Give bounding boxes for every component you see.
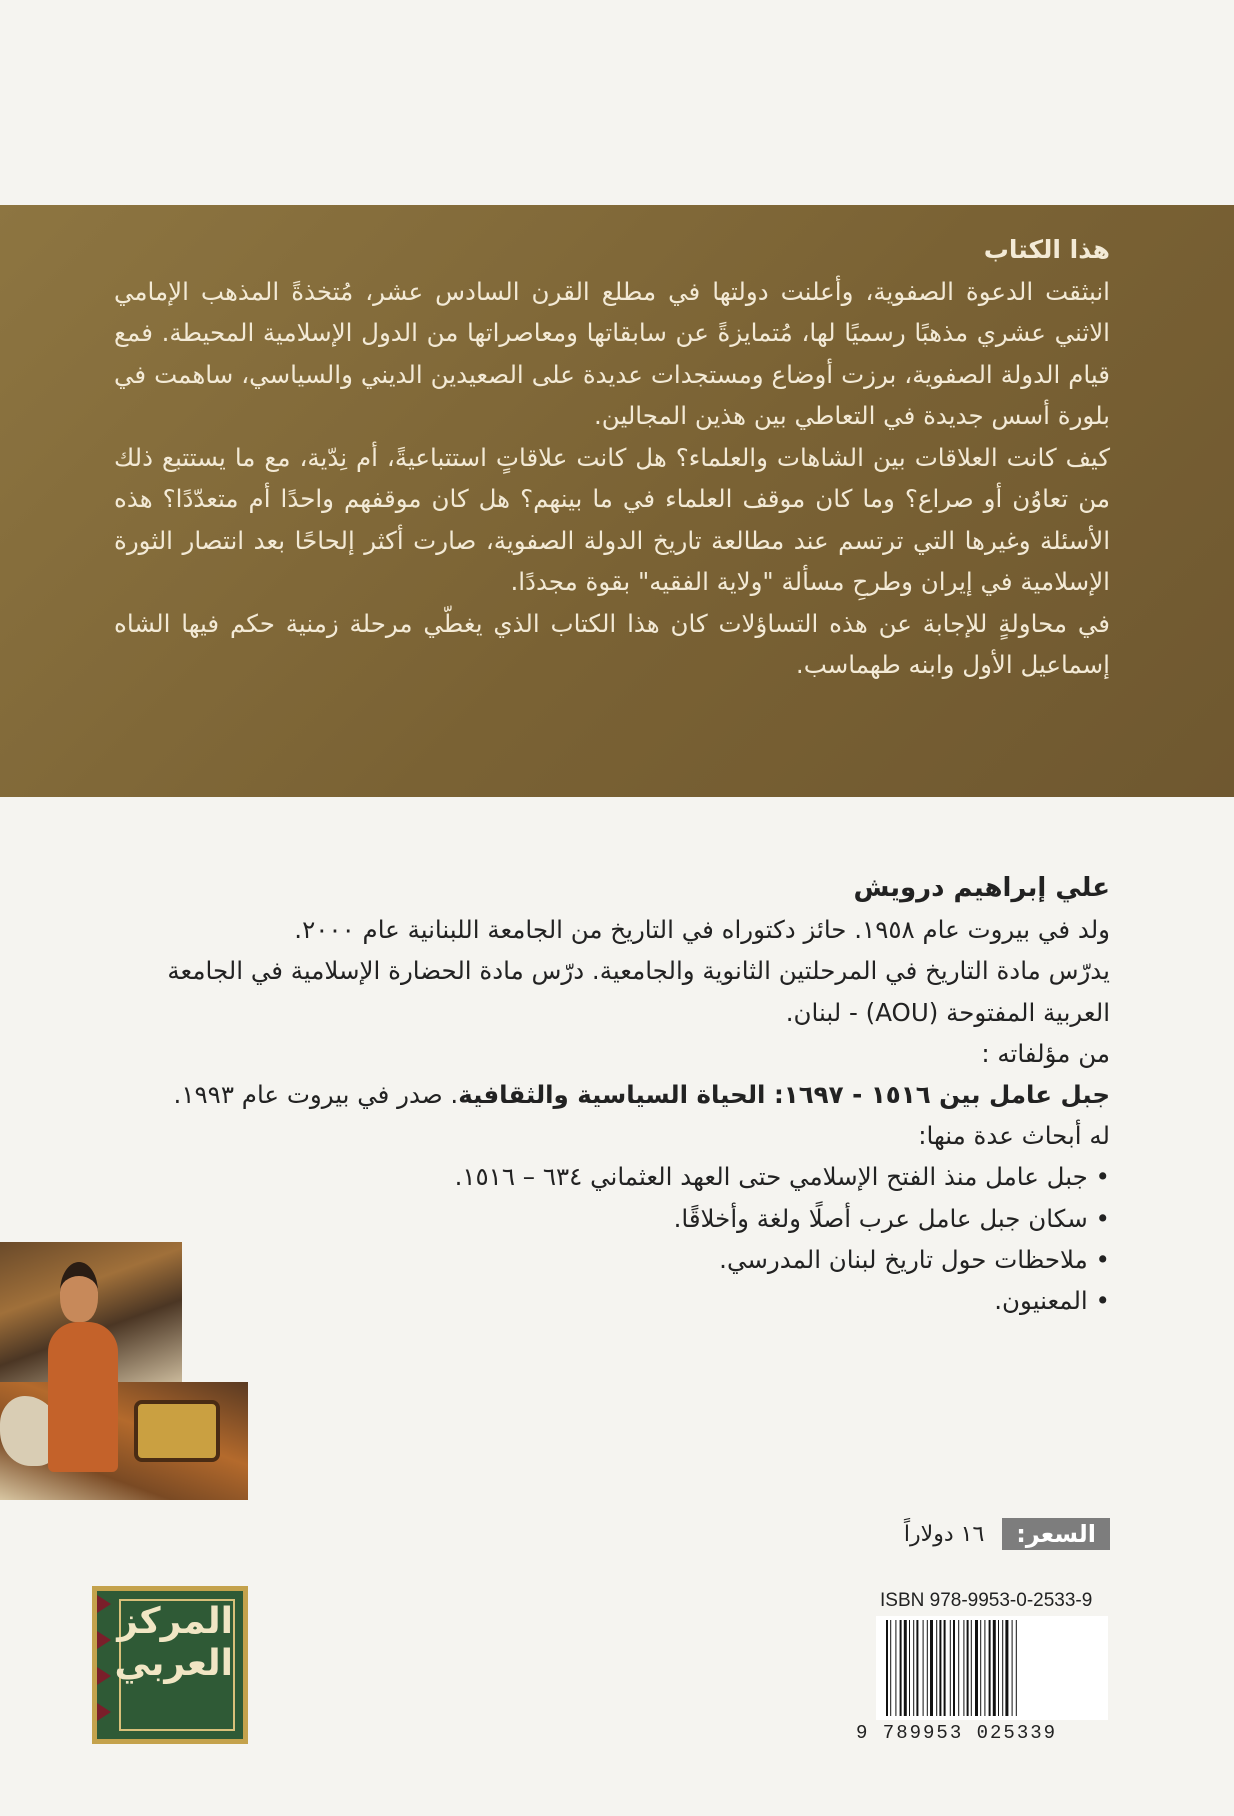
barcode-bar: [927, 1620, 928, 1716]
barcode-bar: [939, 1620, 941, 1716]
barcode-bar: [989, 1620, 991, 1716]
publisher-logo-text: المركز العربي: [119, 1599, 235, 1731]
works-heading: من مؤلفاته :: [981, 1038, 1110, 1068]
author-bio-1: ولد في بيروت عام ١٩٥٨. حائز دكتوراه في التاريخ من الجامعة اللبنانية عام ٢٠٠٠.: [294, 915, 1110, 945]
blurb-paragraph-3: في محاولةٍ للإجابة عن هذه التساؤلات كان هذا الكتاب الذي يغطّي مرحلة زمنية حكم فيها الشاه إسماعيل الأول وابنه طهماسب.: [114, 608, 1110, 679]
research-item: • سكان جبل عامل عرب أصلًا ولغة وأخلاقًا.: [110, 1198, 1110, 1239]
barcode-bar: [975, 1620, 978, 1716]
barcode-bar: [909, 1620, 910, 1716]
barcode-bar: [993, 1620, 996, 1716]
barcode-bar: [890, 1620, 891, 1716]
barcode-bar: [913, 1620, 914, 1716]
painting-figure-body: [48, 1322, 118, 1472]
barcode-bar: [886, 1620, 888, 1716]
barcode-bar: [930, 1620, 933, 1716]
barcode-bar: [1012, 1620, 1013, 1716]
barcode-bar: [984, 1620, 985, 1716]
blurb-title: هذا الكتاب: [983, 235, 1110, 264]
barcode-bar: [1005, 1620, 1008, 1716]
painting-saddle: [134, 1400, 220, 1462]
main-work-rest: . صدر في بيروت عام ١٩٩٣.: [173, 1080, 459, 1110]
research-item: • ملاحظات حول تاريخ لبنان المدرسي.: [110, 1239, 1110, 1280]
barcode-bar: [998, 1620, 999, 1716]
main-work-title: جبل عامل بين ١٥١٦ - ١٦٩٧: الحياة السياسية والثقافية: [458, 1080, 1110, 1110]
barcode-bar: [950, 1620, 951, 1716]
blurb-paragraph-2: كيف كانت العلاقات بين الشاهات والعلماء؟ هل كانت علاقاتٍ استتباعيةً، أم نِدّية، مع ما يستتبع ذلك من تعاوُن أو صراع؟ وما كان موقف العلماء في ما بينهم؟ هل كان موقفهم واحدًا أم متعدّدًا؟ هذه الأسئلة وغيرها التي ترتسم عند مطالعة تاريخ الدولة الصفوية، صارت أكثر إلحاحًا بعد انتصار الثورة الإسلامية في إيران وطرحِ مسألة "ولاية الفقيه" بقوة مجددًا.: [114, 442, 1110, 596]
barcode-bar: [916, 1620, 918, 1716]
research-list: [110, 1156, 1110, 1321]
barcode-bar: [958, 1620, 959, 1716]
painting-figure-head: [60, 1262, 98, 1322]
logo-triangle: [97, 1667, 111, 1685]
logo-triangle: [97, 1631, 111, 1649]
price-label: السعر:: [1002, 1518, 1110, 1550]
logo-triangle: [97, 1703, 111, 1721]
main-work: [110, 1074, 1110, 1115]
blurb-text: [114, 229, 1110, 686]
barcode-bar: [971, 1620, 972, 1716]
barcode-bar: [900, 1620, 902, 1716]
isbn-label: ISBN 978-9953-0-2533-9: [880, 1590, 1093, 1611]
research-heading: له أبحاث عدة منها:: [918, 1121, 1110, 1151]
barcode-bar: [953, 1620, 955, 1716]
barcode: [876, 1616, 1108, 1720]
barcode-bar: [904, 1620, 907, 1716]
barcode-bar: [963, 1620, 964, 1716]
logo-triangle: [97, 1595, 111, 1613]
barcode-bar: [944, 1620, 946, 1716]
author-bio-2: يدرّس مادة التاريخ في المرحلتين الثانوية والجامعية. درّس مادة الحضارة الإسلامية في الجامعة العربية المفتوحة (AOU) - لبنان.: [167, 956, 1110, 1027]
barcode-bar: [967, 1620, 969, 1716]
publisher-logo: [92, 1586, 248, 1744]
barcode-bar: [936, 1620, 937, 1716]
barcode-bar: [1002, 1620, 1003, 1716]
author-name: علي إبراهيم درويش: [853, 873, 1110, 903]
barcode-bar: [980, 1620, 981, 1716]
research-item: • المعنيون.: [110, 1280, 1110, 1321]
book-blurb-panel: [0, 205, 1234, 797]
barcode-number: 9 789953 025339: [856, 1722, 1058, 1744]
research-item: • جبل عامل منذ الفتح الإسلامي حتى العهد العثماني ٦٣٤ – ١٥١٦.: [110, 1156, 1110, 1197]
barcode-bars: [884, 1620, 1100, 1716]
barcode-bar: [895, 1620, 896, 1716]
price-tag: [904, 1518, 1110, 1550]
barcode-bar: [923, 1620, 924, 1716]
blurb-paragraph-1: انبثقت الدعوة الصفوية، وأعلنت دولتها في مطلع القرن السادس عشر، مُتخذةً المذهب الإمامي الاثني عشري مذهبًا رسميًا لها، مُتمايزةً عن سابقاتها ومعاصراتها من الدول الإسلامية المحيطة. فمع قيام الدولة الصفوية، برزت أوضاع ومستجدات عديدة على الصعيدين الديني والسياسي، ساهمت في بلورة أسس جديدة في التعاطي بين هذين المجالين.: [114, 276, 1110, 430]
barcode-bar: [1016, 1620, 1017, 1716]
price-value: ١٦ دولاراً: [903, 1521, 985, 1547]
author-section: [110, 868, 1110, 1321]
